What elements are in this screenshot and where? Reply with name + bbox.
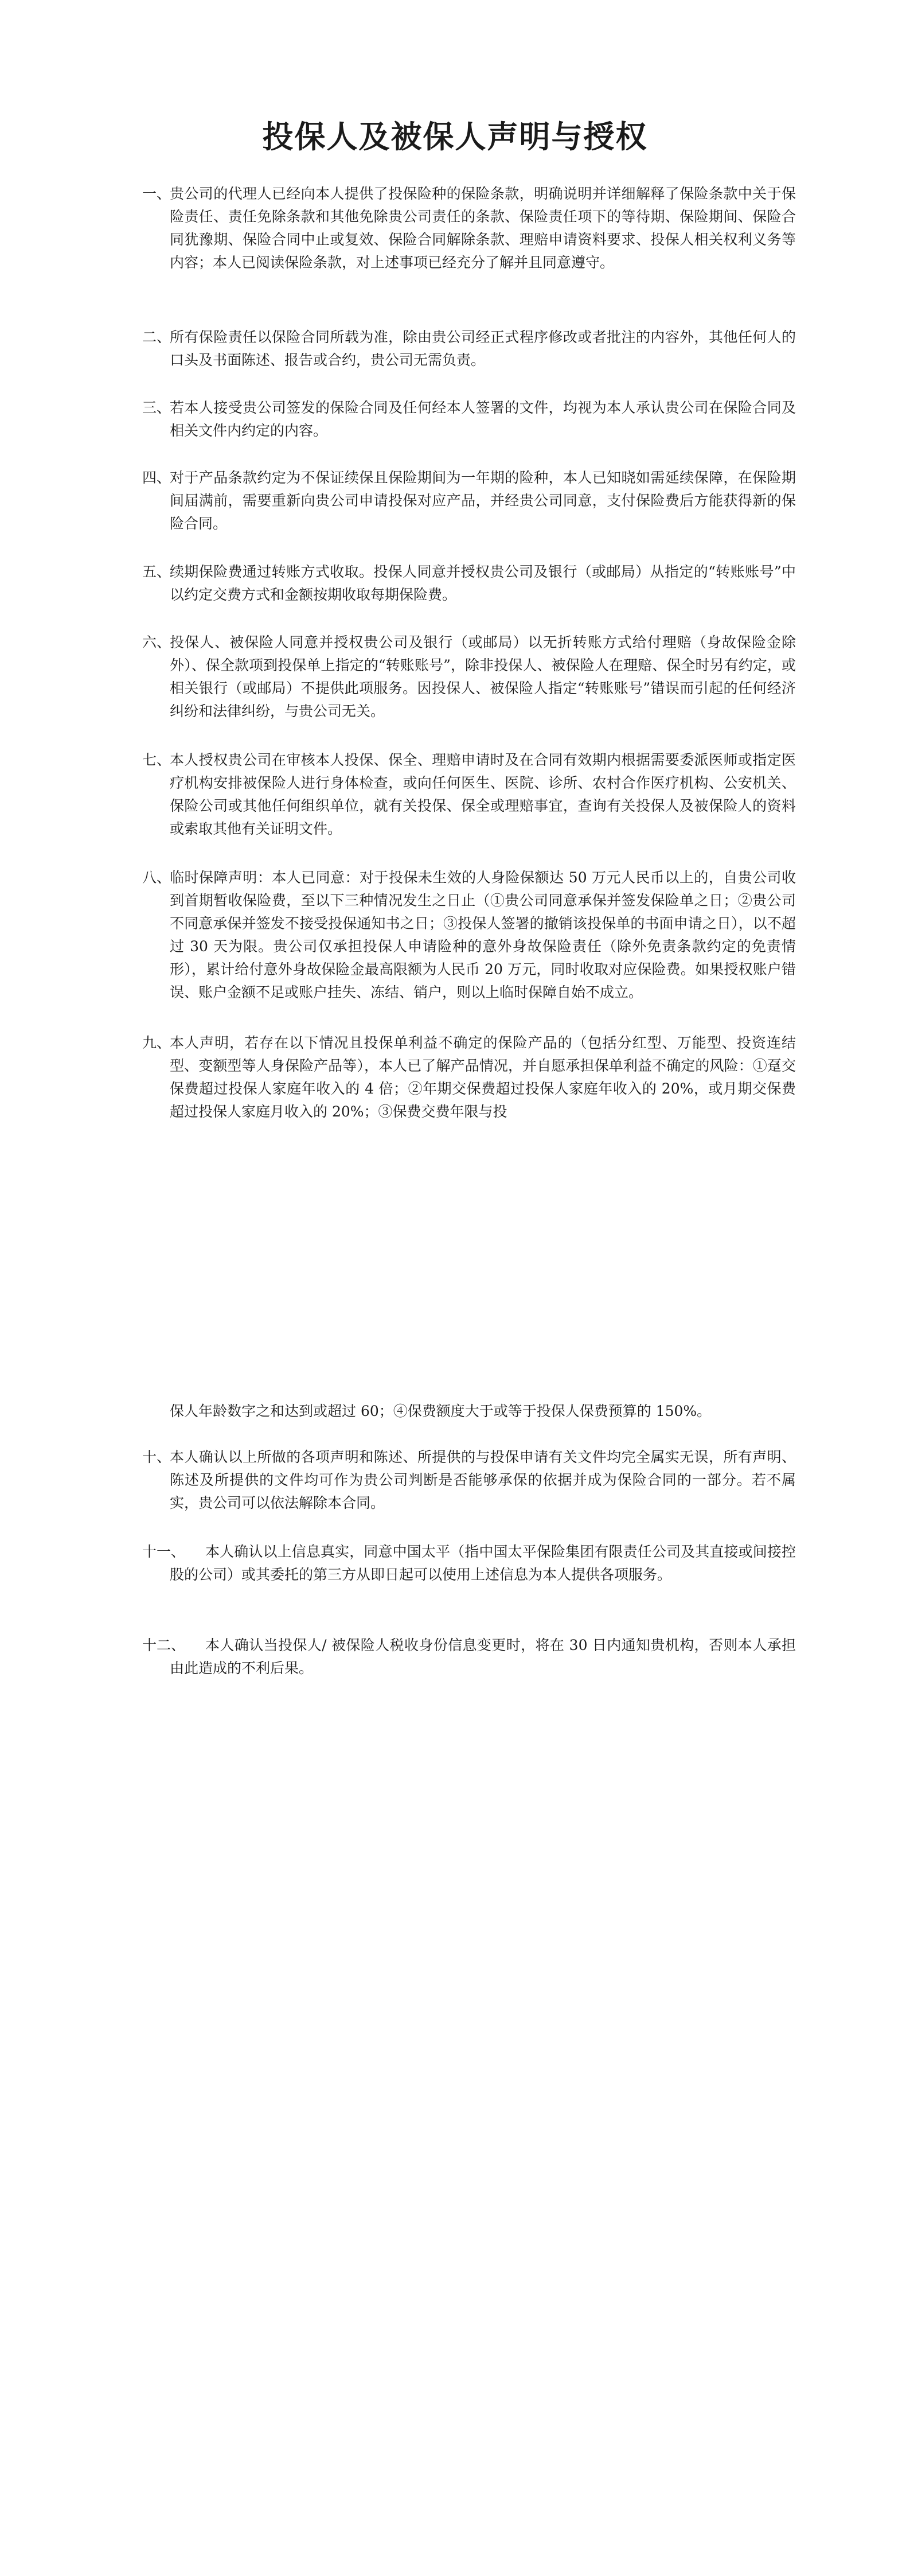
clause-7 <box>142 749 796 840</box>
clause-11 <box>142 1540 796 1586</box>
clause-number: 六、 <box>142 634 171 651</box>
clause-number: 三、 <box>142 399 171 416</box>
clause-number: 二、 <box>142 329 171 345</box>
clause-number: 八、 <box>142 869 171 886</box>
clause-text: 续期保险费通过转账方式收取。投保人同意并授权贵公司及银行（或邮局）从指定的“转账账号”中以约定交费方式和金额按期收取每期保险费。 <box>170 563 796 603</box>
clause-text: 若本人接受贵公司签发的保险合同及任何经本人签署的文件，均视为本人承认贵公司在保险合同及相关文件内约定的内容。 <box>170 399 796 439</box>
clause-text: 本人确认当投保人/ 被保险人税收身份信息变更时，将在 30 日内通知贵机构，否则本人承担由此造成的不利后果。 <box>170 1637 796 1676</box>
clause-number: 一、 <box>142 185 171 202</box>
clause-9-continuation <box>142 1400 796 1423</box>
clause-text: 本人确认以上所做的各项声明和陈述、所提供的与投保申请有关文件均完全属实无误，所有声明、陈述及所提供的文件均可作为贵公司判断是否能够承保的依据并成为保险合同的一部分。若不属实，贵公司可以依法解除本合同。 <box>170 1449 796 1511</box>
clause-text: 保人年龄数字之和达到或超过 60；④保费额度大于或等于投保人保费预算的 150%。 <box>170 1403 712 1419</box>
document-title: 投保人及被保人声明与授权 <box>262 119 648 155</box>
clause-4 <box>142 466 796 535</box>
clause-number: 十二、 <box>142 1637 186 1653</box>
clause-number: 九、 <box>142 1034 171 1051</box>
clause-12 <box>142 1634 796 1680</box>
clause-2 <box>142 326 796 372</box>
clause-8 <box>142 866 796 1004</box>
clause-number: 十、 <box>142 1449 171 1465</box>
clause-text: 本人声明，若存在以下情况且投保单利益不确定的保险产品的（包括分红型、万能型、投资连结型、变额型等人身保险产品等），本人已了解产品情况，并自愿承担保单利益不确定的风险：①趸交保费超过投保人家庭年收入的 4 倍；②年期交保费超过投保人家庭年收入的 20%，或月期交保费超过投保人家庭月收入的 20%；③保费交费年限与投 <box>170 1034 796 1120</box>
clause-3 <box>142 396 796 442</box>
clause-text: 本人确认以上信息真实，同意中国太平（指中国太平保险集团有限责任公司及其直接或间接控股的公司）或其委托的第三方从即日起可以使用上述信息为本人提供各项服务。 <box>170 1543 796 1583</box>
clause-number: 五、 <box>142 563 171 580</box>
clause-number: 四、 <box>142 469 171 486</box>
clause-text: 所有保险责任以保险合同所载为准，除由贵公司经正式程序修改或者批注的内容外，其他任何人的口头及书面陈述、报告或合约，贵公司无需负责。 <box>170 329 796 368</box>
clause-6 <box>142 631 796 723</box>
clause-number: 十一、 <box>142 1543 186 1560</box>
clause-5 <box>142 561 796 606</box>
clause-text: 对于产品条款约定为不保证续保且保险期间为一年期的险种，本人已知晓如需延续保障，在保险期间届满前，需要重新向贵公司申请投保对应产品，并经贵公司同意，支付保险费后方能获得新的保险合同。 <box>170 469 796 532</box>
clause-9 <box>142 1032 796 1123</box>
clause-text: 投保人、被保险人同意并授权贵公司及银行（或邮局）以无折转账方式给付理赔（身故保险金除外）、保全款项到投保单上指定的“转账账号”，除非投保人、被保险人在理赔、保全时另有约定，或相关银行（或邮局）不提供此项服务。因投保人、被保险人指定“转账账号”错误而引起的任何经济纠纷和法律纠纷，与贵公司无关。 <box>170 634 796 719</box>
clause-10 <box>142 1446 796 1515</box>
clause-number: 七、 <box>142 752 171 768</box>
clause-text: 本人授权贵公司在审核本人投保、保全、理赔申请时及在合同有效期内根据需要委派医师或指定医疗机构安排被保险人进行身体检查，或向任何医生、医院、诊所、农村合作医疗机构、公安机关、保险公司或其他任何组织单位，就有关投保、保全或理赔事宜，查询有关投保人及被保险人的资料或索取其他有关证明文件。 <box>170 752 796 837</box>
clause-1 <box>142 182 796 274</box>
clause-text: 贵公司的代理人已经向本人提供了投保险种的保险条款，明确说明并详细解释了保险条款中关于保险责任、责任免除条款和其他免除贵公司责任的条款、保险责任项下的等待期、保险期间、保险合同犹豫期、保险合同中止或复效、保险合同解除条款、理赔申请资料要求、投保人相关权利义务等内容；本人已阅读保险条款，对上述事项已经充分了解并且同意遵守。 <box>170 185 796 271</box>
clause-text: 临时保障声明：本人已同意：对于投保未生效的人身险保额达 50 万元人民币以上的，自贵公司收到首期暂收保险费，至以下三种情况发生之日止（①贵公司同意承保并签发保险单之日；②贵公司不同意承保并签发不接受投保通知书之日；③投保人签署的撤销该投保单的书面申请之日），以不超过 30 天为限。贵公司仅承担投保人申请险种的意外身故保险责任（除外免责条款约定的免责情形），累计给付意外身故保险金最高限额为人民币 20 万元，同时收取对应保险费。如果授权账户错误、账户金额不足或账户挂失、冻结、销户，则以上临时保障自始不成立。 <box>170 869 796 1001</box>
